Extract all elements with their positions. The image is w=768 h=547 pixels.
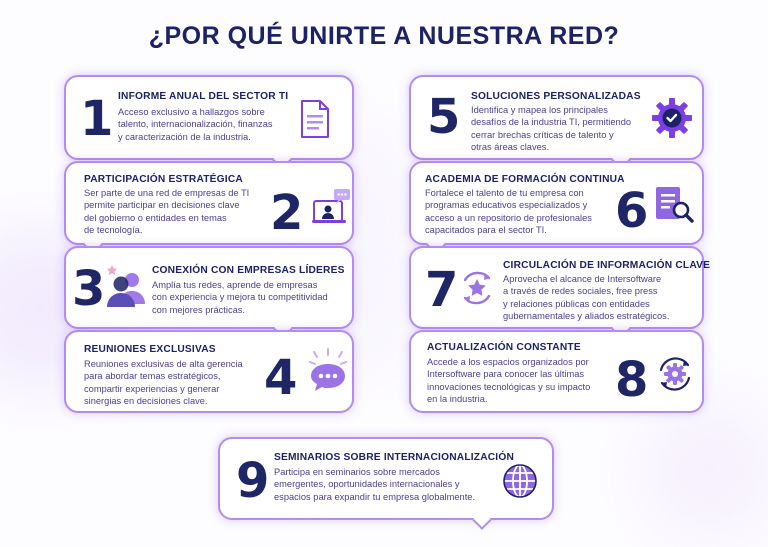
- benefit-number-7: 7: [425, 262, 459, 318]
- benefit-text-5: Identifica y mapea los principales desafíos de la industria TI, permitiendo cerrar brechas críticas de talento y otras áreas claves.: [471, 105, 632, 153]
- benefit-heading-4: REUNIONES EXCLUSIVAS: [84, 344, 216, 355]
- benefit-card-9: [218, 437, 554, 520]
- benefit-number-8: 8: [615, 352, 649, 408]
- benefit-number-3: 3: [72, 261, 106, 317]
- benefit-text-3: Amplía tus redes, aprende de empresas con experiencia y mejora tu competitividad con mejores prácticas.: [152, 280, 328, 315]
- gear-check-icon: [651, 97, 693, 139]
- benefit-number-4: 4: [264, 350, 298, 406]
- benefit-text-1: Acceso exclusivo a hallazgos sobre talento, internacionalización, finanzas y caracterización de la industria.: [118, 107, 273, 142]
- document-search-icon: [654, 185, 694, 225]
- star-cycle-icon: [457, 268, 497, 308]
- document-icon: [298, 99, 332, 139]
- benefit-number-5: 5: [427, 89, 461, 145]
- benefit-card-7: [409, 246, 711, 329]
- benefit-number-1: 1: [80, 91, 114, 147]
- benefit-text-6: Fortalece el talento de tu empresa con programas educativos especializados y acceso a un repositorio de profesionales capacitados para el sector TI.: [425, 188, 592, 236]
- benefit-number-6: 6: [615, 183, 649, 239]
- gear-refresh-icon: [655, 354, 695, 394]
- benefit-heading-9: SEMINARIOS SOBRE INTERNACIONALIZACIÓN: [274, 452, 515, 463]
- benefit-heading-3: CONEXIÓN CON EMPRESAS LÍDERES: [152, 265, 345, 276]
- globe-icon: [502, 463, 538, 499]
- benefit-text-2: Ser parte de una red de empresas de TI permite participar en decisiones clave del gobierno o entidades en temas de tecnología.: [84, 188, 250, 236]
- benefit-card-1: [64, 75, 354, 160]
- benefit-heading-2: PARTICIPACIÓN ESTRATÉGICA: [84, 174, 243, 185]
- benefit-number-2: 2: [270, 185, 304, 241]
- benefit-card-8: [409, 330, 704, 413]
- benefit-heading-6: ACADEMIA DE FORMACIÓN CONTINUA: [425, 174, 625, 185]
- benefit-text-4: Reuniones exclusivas de alta gerencia para abordar temas estratégicos, compartir experiencias y generar sinergias en decisiones clave.: [84, 359, 243, 407]
- benefit-card-3: [64, 246, 354, 329]
- benefit-card-2: [64, 161, 354, 245]
- benefit-text-8: Accede a los espacios organizados por Intersoftware para conocer las últimas innovaciones tecnológicas y su impacto en la industria.: [427, 357, 591, 405]
- video-meeting-icon: [312, 187, 352, 225]
- benefit-heading-7: CIRCULACIÓN DE INFORMACIÓN CLAVE: [503, 260, 711, 271]
- benefit-card-5: [409, 75, 704, 160]
- benefit-text-7: Aprovecha el alcance de Intersoftware a través de redes sociales, free press y relaciones públicas con entidades gubernamentales y aliados estratégicos.: [503, 274, 670, 322]
- benefit-heading-8: ACTUALIZACIÓN CONSTANTE: [427, 342, 581, 353]
- benefit-number-9: 9: [236, 453, 270, 509]
- page-title: ¿POR QUÉ UNIRTE A NUESTRA RED?: [148, 22, 620, 50]
- people-star-icon: [104, 264, 146, 308]
- chat-bubble-icon: [306, 348, 350, 392]
- benefit-heading-5: SOLUCIONES PERSONALIZADAS: [471, 91, 641, 102]
- benefit-card-6: [409, 161, 704, 245]
- benefit-card-4: [64, 330, 354, 413]
- benefit-text-9: Participa en seminarios sobre mercados emergentes, oportunidades internacionales y espacios para expandir tu empresa globalmente.: [274, 467, 476, 502]
- benefit-heading-1: INFORME ANUAL DEL SECTOR TI: [118, 91, 289, 102]
